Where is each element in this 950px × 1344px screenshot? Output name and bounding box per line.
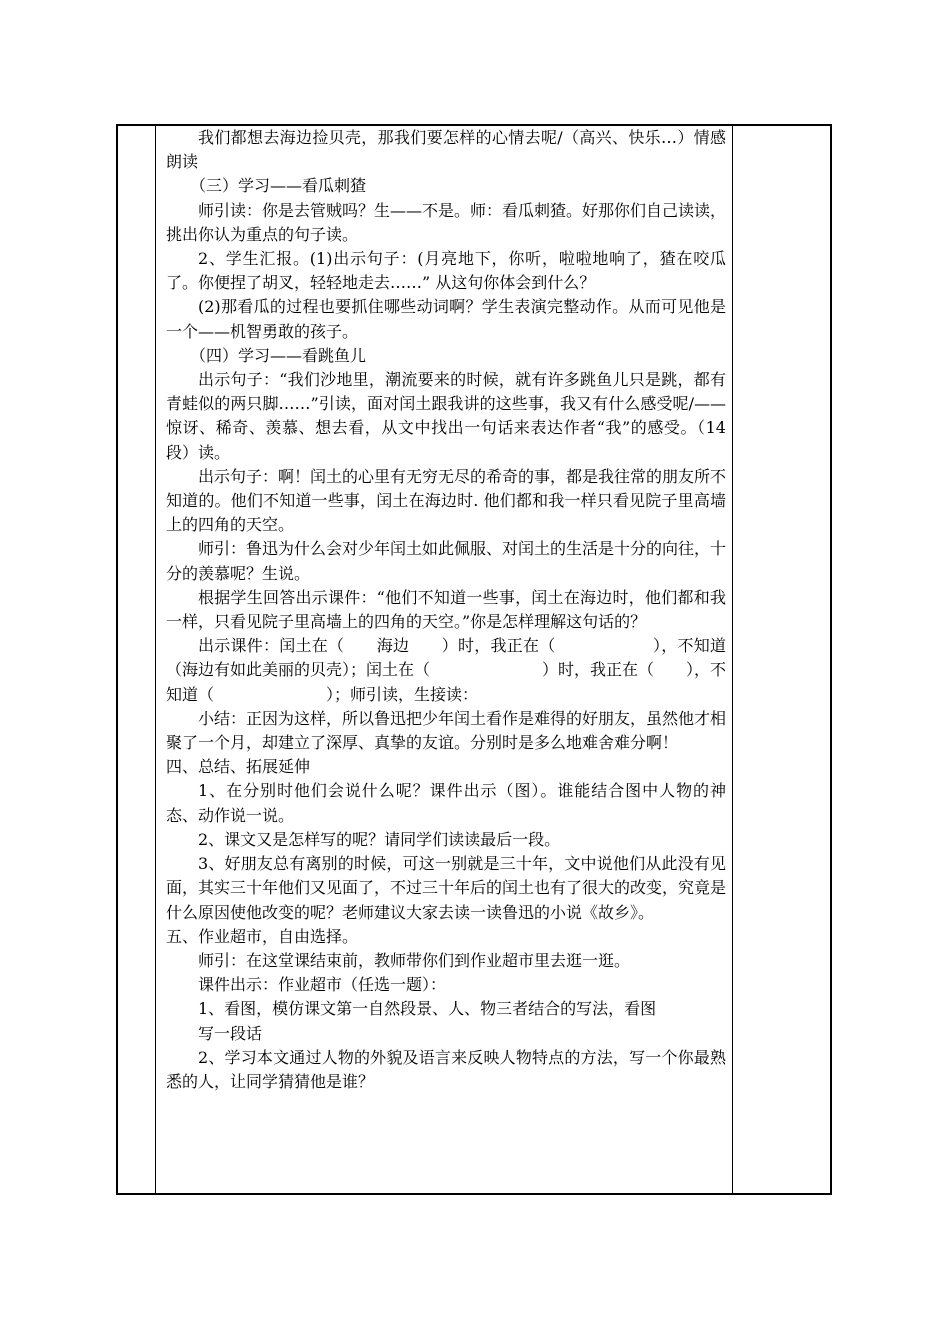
paragraph: 师引读：你是去管贼吗？生——不是。师：看瓜刺猹。好那你们自己读读，挑出你认为重点的句子读。: [166, 200, 727, 244]
paragraph: 1、看图，模仿课文第一自然段景、人、物三者结合的写法，看图: [198, 999, 657, 1019]
paragraph: 师引：在这堂课结束前，教师带你们到作业超市里去逛一逛。: [198, 950, 631, 970]
paragraph: 我们都想去海边捡贝壳，那我们要怎样的心情去呢/（高兴、快乐…）情感朗读: [166, 128, 726, 172]
paragraph: 出示句子：“我们沙地里，潮流要来的时候，就有许多跳鱼儿只是跳，都有青蛙似的两只脚……”引读，面对闰土跟我讲的这些事，我又有什么感受呢/——惊讶、稀奇、羡慕、想去看，从文中找出一句话来表达作者“我”的感受。（14段）读。: [166, 370, 726, 462]
paragraph: 小结：正因为这样，所以鲁迅把少年闰土看作是难得的好朋友，虽然他才相聚了一个月，却建立了深厚、真挚的友谊。分别时是多么地难舍难分啊！: [166, 708, 727, 753]
table-column-divider-right: [732, 126, 733, 1193]
paragraph: （四）学习——看跳鱼儿: [190, 345, 367, 365]
paragraph: 出示句子：啊！闰土的心里有无穷无尽的希奇的事，都是我往常的朋友所不知道的。他们不知道一些事，闰土在海边时. 他们都和我一样只看见院子里高墙上的四角的天空。: [166, 466, 727, 535]
paragraph: 课件出示：作业超市（任选一题）：: [198, 975, 447, 995]
paragraph: 五、作业超市，自由选择。: [166, 926, 359, 946]
paragraph: 2、学习本文通过人物的外貌及语言来反映人物特点的方法，写一个你最熟悉的人，让同学猜猜他是谁？: [166, 1047, 726, 1091]
paragraph: 2、课文又是怎样写的呢？请同学们读读最后一段。: [198, 829, 561, 849]
lesson-content: [166, 126, 726, 1094]
paragraph: 根据学生回答出示课件：“他们不知道一些事，闰土在海边时，他们都和我一样，只看见院子里高墙上的四角的天空。”你是怎样理解这句话的？: [166, 587, 726, 632]
paragraph: （三）学习——看瓜刺猹: [190, 176, 367, 196]
paragraph: 四、总结、拓展延伸: [166, 757, 311, 777]
paragraph: 师引：鲁迅为什么会对少年闰土如此佩服、对闰土的生活是十分的向往，十分的羡慕呢？生说。: [166, 539, 727, 583]
paragraph: 1、在分别时他们会说什么呢？课件出示（图）。谁能结合图中人物的神态、动作说一说。: [166, 781, 726, 825]
paragraph: 2、学生汇报。(1)出示句子：(月亮地下，你听，啦啦地响了，猹在咬瓜了。你便捏了胡叉，轻轻地走去……” 从这句你体会到什么？: [166, 249, 726, 293]
paragraph: (2)那看瓜的过程也要抓住哪些动词啊？学生表演完整动作。从而可见他是一个——机智勇敢的孩子。: [166, 297, 726, 341]
paragraph: 写一段话: [198, 1023, 263, 1043]
table-column-divider-left: [155, 126, 156, 1193]
paragraph: 3、好朋友总有离别的时候，可这一别就是三十年，文中说他们从此没有见面，其实三十年他们又见面了，不过三十年后的闰土也有了很大的改变，究竟是什么原因使他改变的呢？老师建议大家去读一读鲁迅的小说《故乡》。: [166, 854, 727, 922]
paragraph: 出示课件：闰土在（ 海边 ）时，我正在（ ），不知道（海边有如此美丽的贝壳）；闰土在（ ）时，我正在（ ），不知道（ ）；师引读，生接读：: [166, 636, 727, 704]
